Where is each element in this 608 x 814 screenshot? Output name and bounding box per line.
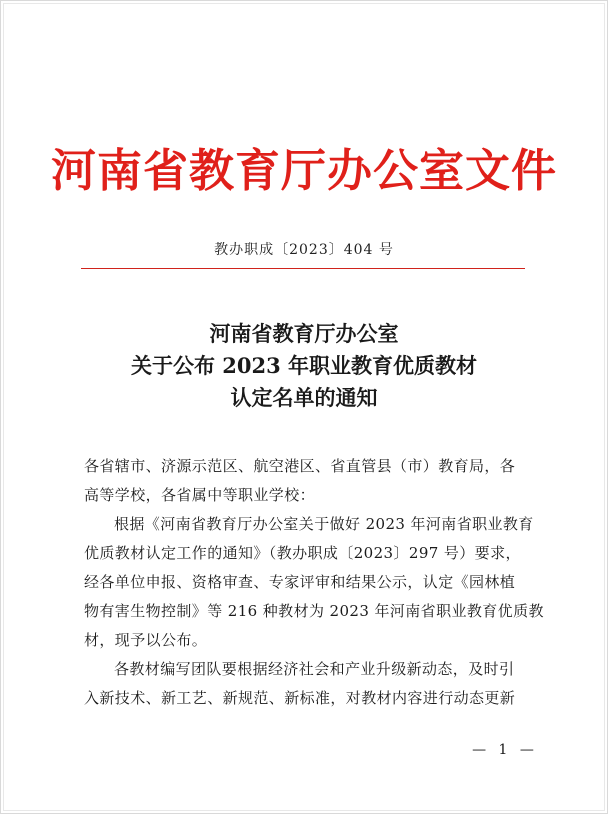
body-line: 经各单位申报、资格审查、专家评审和结果公示，认定《园林植: [84, 573, 516, 591]
document-masthead: 河南省教育厅办公室文件: [50, 144, 557, 197]
document-body: [84, 452, 544, 713]
title-line-3: 认定名单的通知: [230, 385, 378, 410]
title-line-2: 关于公布 2023 年职业教育优质教材: [130, 353, 478, 378]
title-line-1: 河南省教育厅办公室: [209, 321, 399, 346]
body-line: 各教材编写团队要根据经济社会和产业升级新动态，及时引: [114, 660, 515, 678]
page-number: — 1 —: [472, 742, 538, 758]
body-line: 材，现予以公布。: [84, 631, 208, 649]
body-line: 根据《河南省教育厅办公室关于做好 2023 年河南省职业教育: [114, 515, 534, 533]
document-number: 教办职成〔2023〕404 号: [214, 242, 394, 258]
body-line: 优质教材认定工作的通知》（教办职成〔2023〕297 号）要求，: [84, 544, 521, 562]
body-line: 物有害生物控制》等 216 种教材为 2023 年河南省职业教育优质教: [84, 602, 544, 620]
body-line: 高等学校，各省属中等职业学校：: [84, 486, 316, 504]
document-title: [0, 318, 608, 414]
red-divider-line: [81, 268, 525, 269]
body-line: 各省辖市、济源示范区、航空港区、省直管县（市）教育局，各: [84, 457, 516, 475]
body-line: 入新技术、新工艺、新规范、新标准，对教材内容进行动态更新: [84, 689, 516, 707]
